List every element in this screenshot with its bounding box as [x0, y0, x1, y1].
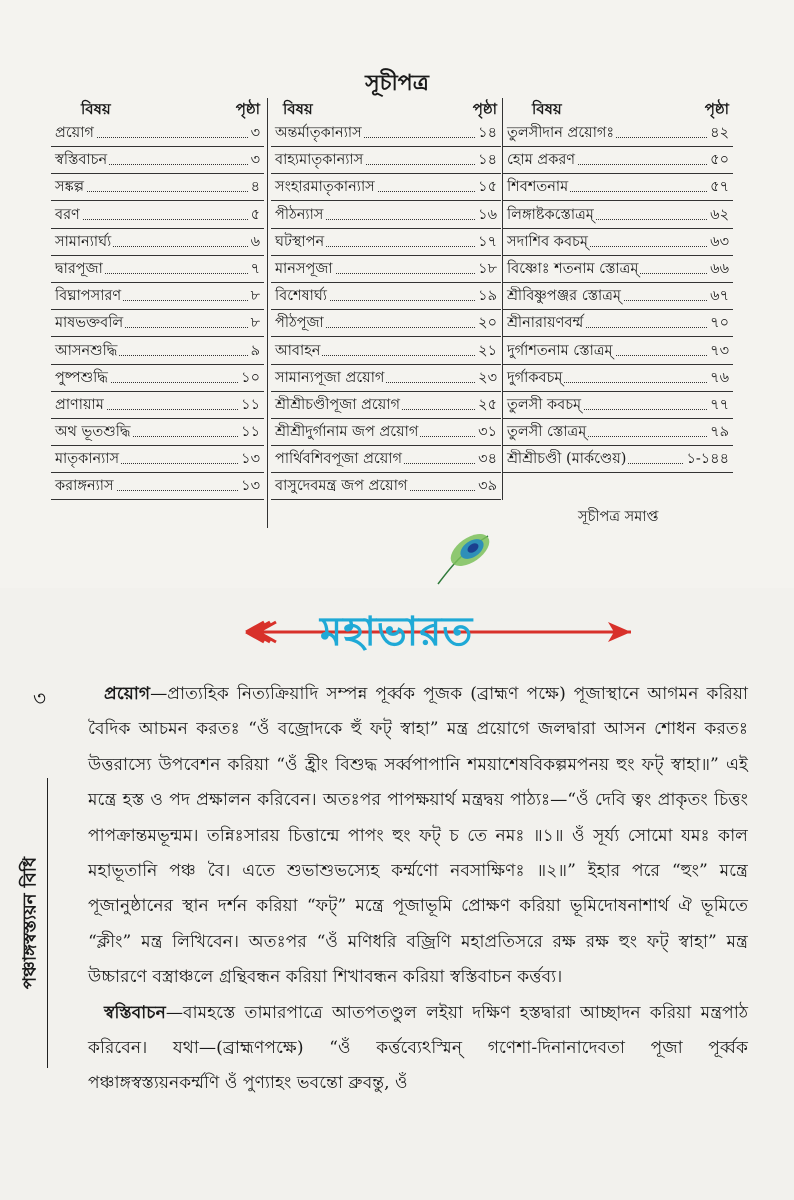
entry-page: ২৫: [475, 394, 497, 418]
row-rule: [503, 146, 733, 147]
contents-entry: [55, 367, 260, 394]
entry-subject: তুলসী স্তোত্রম্: [507, 421, 588, 445]
entry-page: ৩: [248, 122, 260, 146]
entry-page: ৩১: [475, 421, 497, 445]
entry-page: ১০: [238, 367, 260, 391]
row-rule: [271, 445, 501, 446]
entry-page: ৮: [248, 285, 260, 309]
entry-subject: পার্থিবশিবপূজা প্রয়োগ: [275, 448, 404, 472]
row-rule: [51, 445, 264, 446]
column-header: [507, 98, 729, 122]
side-title: [14, 773, 48, 1073]
publisher-logo: [236, 594, 636, 662]
row-rule: [503, 309, 733, 310]
entry-subject: শ্রীশ্রীদুর্গানাম জপ প্রয়োগ: [275, 421, 420, 445]
paragraph-text: —প্রাত্যহিক নিত্যক্রিয়াদি সম্পন্ন পূর্ব্বক পূজক (ব্রাহ্মণ পক্ষে) পূজাস্থানে আগমন করিয়া বৈদিক আচমন করতঃ “ওঁ বজ্রোদকে হুঁ ফট্ স্বাহা” মন্ত্র প্রয়োগে জলদ্বারা আসন শোধন করতঃ উত্তরাস্যে উপবেশন করিয়া “ওঁ হ্রীং বিশুদ্ধ সর্ব্বপাপানি শময়াশেষবিকল্পমপনয় হুং ফট্ স্বাহা॥” এই মন্ত্রে হস্ত ও পদ প্রক্ষালন করিবেন। অতঃপর পাপক্ষয়ার্থ মন্ত্রদ্বয় পাঠ্যঃ—“ওঁ দেবি ত্বং প্রাকৃতং চিত্তং পাপক্রান্তমভূন্মম। তন্নিঃসারয় চিত্তান্মে পাপং হুং ফট্ চ তে নমঃ ॥১॥ ওঁ সূর্য্য সোমো যমঃ কাল মহাভূতানি পঞ্চ বৈ। এতে শুভাশুভস্যেহ কর্ম্মণো নবসাক্ষিণঃ ॥২॥” ইহার পরে “হুং” মন্ত্রে পূজানুষ্ঠানের স্থান দর্শন করিয়া “ফট্” মন্ত্রে পূজাভূমি প্রোক্ষণ করিয়া ভূমিদোষনাশার্থ ঐ ভূমিতে “ক্লীং” মন্ত্র লিখিবেন। অতঃপর “ওঁ মণিধরি বজ্রিণি মহাপ্রতিসরে রক্ষ রক্ষ হুং ফট্ স্বাহা” মন্ত্র উচ্চারণে বস্ত্রাঞ্চলে গ্রন্থিবন্ধন করিয়া শিখাবন্ধন করিয়া স্বস্তিবাচন কর্ত্তব্য।: [88, 684, 748, 988]
entry-subject: মানসপূজা: [275, 258, 335, 282]
row-rule: [51, 418, 264, 419]
subject-header: বিষয়: [81, 100, 111, 118]
row-rule: [503, 418, 733, 419]
contents-entry: [275, 421, 497, 448]
contents-entry: [275, 231, 497, 258]
entry-page: ২১: [475, 340, 497, 364]
contents-entry: [55, 204, 260, 231]
row-rule: [51, 309, 264, 310]
entry-subject: প্রাণায়াম: [55, 394, 106, 418]
entry-page: ৩৪: [475, 448, 497, 472]
column-divider: [267, 98, 268, 528]
row-rule: [271, 282, 501, 283]
entry-subject: শ্রীবিষ্ণুপঞ্জর স্তোত্রম্: [507, 285, 623, 309]
contents-entry: [507, 312, 729, 339]
entry-page: ১৮: [475, 258, 497, 282]
entry-page: ১৫: [475, 176, 497, 200]
contents-entry: [275, 475, 497, 502]
text-page: [0, 588, 794, 1200]
contents-entry: [55, 285, 260, 312]
contents-column-2: [275, 98, 497, 503]
row-rule: [51, 336, 264, 337]
paragraph: [88, 996, 748, 1102]
contents-page: [0, 0, 794, 588]
entry-page: ১৪: [475, 149, 497, 173]
row-rule: [51, 200, 264, 201]
entry-subject: তুলসীদান প্রয়োগঃ: [507, 122, 616, 146]
contents-entry: [275, 367, 497, 394]
contents-column-1: [55, 98, 260, 503]
entry-subject: আবাহন: [275, 340, 322, 364]
page-header: পৃষ্ঠা: [704, 100, 729, 118]
entry-page: ২৩: [475, 367, 497, 391]
row-rule: [503, 200, 733, 201]
contents-entry: [275, 176, 497, 203]
row-rule: [271, 364, 501, 365]
entry-page: ৬৩: [707, 231, 729, 255]
side-title-text: পঞ্চাঙ্গস্বস্ত্যয়ন বিধি: [19, 856, 41, 990]
side-rule: [47, 778, 48, 1068]
entry-subject: পীঠপূজা: [275, 312, 326, 336]
row-rule: [51, 472, 264, 473]
row-rule: [51, 391, 264, 392]
entry-subject: বিঘ্নাপসারণ: [55, 285, 123, 309]
contents-entry: [275, 312, 497, 339]
entry-page: ১-১৪৪: [683, 448, 729, 472]
logo-text: মহাভারত: [320, 608, 474, 655]
entry-page: ৭০: [707, 312, 729, 336]
entry-subject: অথ ভূতশুদ্ধি: [55, 421, 133, 445]
paragraph: [88, 677, 748, 996]
contents-entry: [507, 448, 729, 475]
contents-entry: [55, 312, 260, 339]
contents-entry: [275, 258, 497, 285]
entry-subject: প্রয়োগ: [55, 122, 96, 146]
entry-subject: শ্রীশ্রীচণ্ডী (মার্কণ্ডেয়): [507, 448, 628, 472]
entry-subject: দুর্গাশতনাম স্তোত্রম্: [507, 340, 615, 364]
entry-page: ১১: [238, 394, 260, 418]
entry-subject: করাঙ্গন্যাস: [55, 475, 116, 499]
dot-leader: [55, 219, 260, 220]
row-rule: [271, 173, 501, 174]
contents-entry: [55, 176, 260, 203]
body-text: [88, 677, 748, 1102]
entry-subject: শ্রীশ্রীচণ্ডীপূজা প্রয়োগ: [275, 394, 402, 418]
row-rule: [51, 499, 264, 500]
page-header: পৃষ্ঠা: [235, 100, 260, 118]
row-rule: [271, 255, 501, 256]
entry-page: ৭: [248, 258, 260, 282]
contents-entry: [275, 394, 497, 421]
row-rule: [271, 228, 501, 229]
entry-page: ৯: [248, 340, 260, 364]
row-rule: [271, 146, 501, 147]
entry-page: ৬২: [707, 204, 729, 228]
row-rule: [503, 472, 733, 473]
contents-end-note: সূচীপত্র সমাপ্ত: [578, 509, 659, 525]
contents-entry: [55, 231, 260, 258]
entry-subject: অন্তর্মাতৃকান্যাস: [275, 122, 364, 146]
row-rule: [503, 391, 733, 392]
entry-subject: পুষ্পশুদ্ধি: [55, 367, 110, 391]
row-rule: [271, 418, 501, 419]
paragraph-term: প্রয়োগ: [104, 684, 151, 704]
contents-entry: [507, 258, 729, 285]
row-rule: [51, 228, 264, 229]
subject-header: বিষয়: [283, 100, 313, 118]
entry-subject: মাষভক্তবলি: [55, 312, 125, 336]
entry-subject: শ্রীনারায়ণবর্ম্ম: [507, 312, 585, 336]
entry-page: ২০: [475, 312, 497, 336]
contents-rows: [507, 122, 729, 475]
entry-subject: সদাশিব কবচম্: [507, 231, 590, 255]
entry-subject: স্বস্তিবাচন: [55, 149, 109, 173]
entry-page: ১৩: [238, 475, 260, 499]
paragraph-term: স্বস্তিবাচন: [104, 1002, 166, 1023]
entry-subject: দ্বারপূজা: [55, 258, 105, 282]
row-rule: [271, 309, 501, 310]
entry-page: ৮: [248, 312, 260, 336]
entry-subject: হোম প্রকরণ: [507, 149, 577, 173]
contents-entry: [507, 421, 729, 448]
row-rule: [503, 336, 733, 337]
entry-subject: লিঙ্গাষ্টকস্তোত্রম্: [507, 204, 596, 228]
row-rule: [503, 445, 733, 446]
peacock-feather-icon: [430, 528, 500, 588]
entry-subject: বিষ্ণোঃ শতনাম স্তোত্রম্: [507, 258, 640, 282]
entry-subject: বাসুদেবমন্ত্র জপ প্রয়োগ: [275, 475, 409, 499]
contents-entry: [55, 475, 260, 502]
entry-page: ৭৩: [707, 340, 729, 364]
row-rule: [271, 336, 501, 337]
row-rule: [51, 173, 264, 174]
entry-page: ৩৯: [475, 475, 497, 499]
entry-subject: পীঠন্যাস: [275, 204, 325, 228]
contents-entry: [275, 204, 497, 231]
contents-title: সূচীপত্র: [365, 70, 429, 96]
entry-subject: সঙ্কল্প: [55, 176, 86, 200]
contents-entry: [55, 448, 260, 475]
contents-entry: [55, 394, 260, 421]
page-number: ৩: [33, 686, 47, 710]
page-header: পৃষ্ঠা: [472, 100, 497, 118]
entry-page: ১১: [238, 421, 260, 445]
contents-column-3: [507, 98, 729, 475]
entry-subject: সংহারমাতৃকান্যাস: [275, 176, 377, 200]
contents-rows: [55, 122, 260, 503]
row-rule: [51, 282, 264, 283]
paragraph-text: —বামহস্তে তামারপাত্রে আতপতণ্ডুল লইয়া দক্ষিণ হস্তদ্বারা আচ্ছাদন করিয়া মন্ত্রপাঠ করিবেন। যথা—(ব্রাহ্মণপক্ষে) “ওঁ কর্ত্তব্যেঽস্মিন্ গণেশা-দিনানাদেবতা পূজা পূর্ব্বক পঞ্চাঙ্গস্বস্ত্যয়নকর্ম্মণি ওঁ পুণ্যাহং ভবন্তো ব্রুবন্তু, ওঁ: [88, 1002, 748, 1094]
contents-entry: [507, 176, 729, 203]
entry-subject: আসনশুদ্ধি: [55, 340, 119, 364]
entry-page: ৬৬: [707, 258, 729, 282]
entry-subject: শিবশতনাম: [507, 176, 570, 200]
entry-subject: বিশেষার্ঘ্য: [275, 285, 329, 309]
row-rule: [503, 173, 733, 174]
entry-page: ১৯: [475, 285, 497, 309]
row-rule: [51, 364, 264, 365]
row-rule: [271, 391, 501, 392]
subject-header: বিষয়: [532, 100, 562, 118]
entry-subject: মাতৃকান্যাস: [55, 448, 121, 472]
entry-page: ৩: [248, 149, 260, 173]
row-rule: [503, 255, 733, 256]
entry-subject: ঘটস্থাপন: [275, 231, 326, 255]
row-rule: [503, 364, 733, 365]
contents-rows: [275, 122, 497, 503]
contents-entry: [275, 149, 497, 176]
row-rule: [271, 499, 501, 500]
column-header: [275, 98, 497, 122]
entry-page: ৭৭: [707, 394, 729, 418]
entry-page: ১৩: [238, 448, 260, 472]
row-rule: [51, 146, 264, 147]
contents-entry: [507, 231, 729, 258]
entry-page: ১৭: [475, 231, 497, 255]
entry-page: ১৬: [475, 204, 497, 228]
entry-subject: সামান্যপূজা প্রয়োগ: [275, 367, 386, 391]
entry-subject: তুলসী কবচম্: [507, 394, 583, 418]
contents-entry: [55, 258, 260, 285]
entry-page: ৪২: [707, 122, 729, 146]
contents-entry: [275, 285, 497, 312]
entry-page: ৪: [248, 176, 260, 200]
entry-page: ৬৭: [707, 285, 729, 309]
contents-entry: [55, 421, 260, 448]
contents-entry: [507, 285, 729, 312]
row-rule: [271, 472, 501, 473]
contents-entry: [275, 340, 497, 367]
column-header: [55, 98, 260, 122]
column-divider: [502, 98, 503, 500]
contents-entry: [55, 340, 260, 367]
contents-entry: [507, 394, 729, 421]
entry-page: ৭৯: [707, 421, 729, 445]
contents-entry: [275, 448, 497, 475]
contents-entry: [275, 122, 497, 149]
contents-entry: [507, 367, 729, 394]
entry-subject: বরণ: [55, 204, 82, 228]
contents-entry: [55, 122, 260, 149]
entry-subject: দুর্গাকবচম্: [507, 367, 564, 391]
contents-entry: [507, 149, 729, 176]
entry-page: ৫: [248, 204, 260, 228]
contents-entry: [507, 122, 729, 149]
contents-entry: [507, 204, 729, 231]
entry-page: ১৪: [475, 122, 497, 146]
entry-page: ৫৭: [707, 176, 729, 200]
contents-entry: [55, 149, 260, 176]
entry-subject: সামান্যার্ঘ্য: [55, 231, 113, 255]
row-rule: [51, 255, 264, 256]
row-rule: [503, 228, 733, 229]
entry-page: ৫০: [707, 149, 729, 173]
entry-subject: বাহ্যমাতৃকান্যাস: [275, 149, 365, 173]
contents-entry: [507, 340, 729, 367]
row-rule: [271, 200, 501, 201]
entry-page: ৬: [248, 231, 260, 255]
entry-page: ৭৬: [707, 367, 729, 391]
row-rule: [503, 282, 733, 283]
